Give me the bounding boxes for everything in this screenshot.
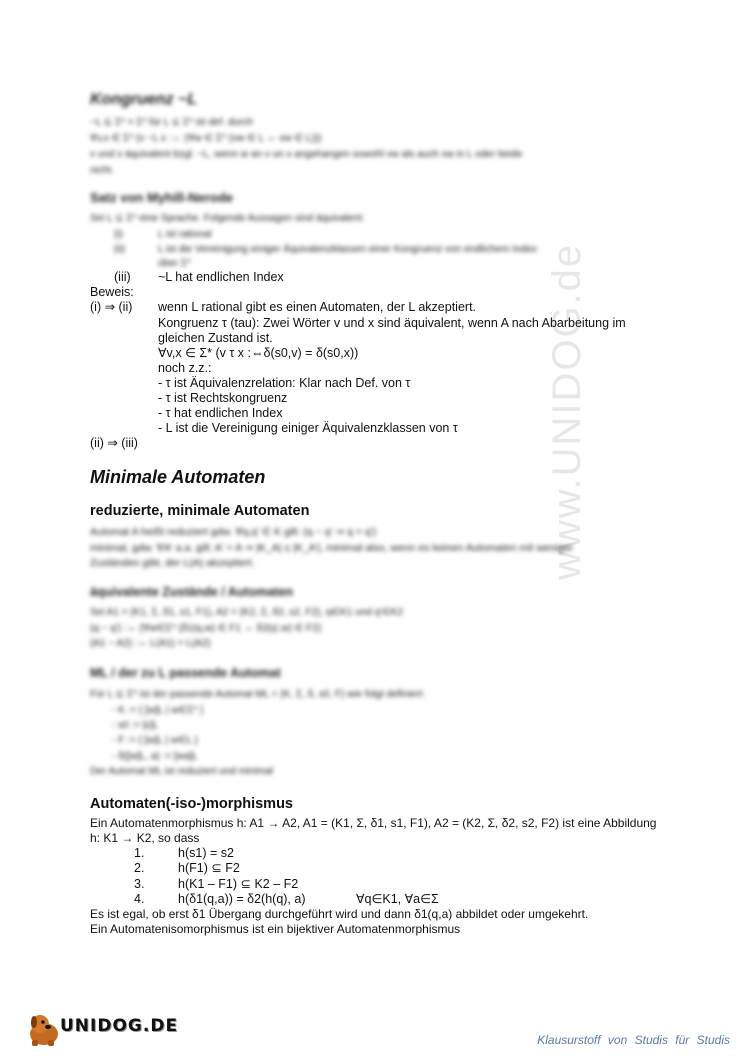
blur-line: ∀v,x ∈ Σ* (v ~L x :⇔ (∀w ∈ Σ* (vw ∈ L ⇔ xw ∈ L))): [90, 133, 322, 144]
watermark: www.UNIDOG.de: [545, 242, 589, 580]
blur-line: (q ~ q') :⇔ (∀w∈Σ* (δ1(q,w) ∈ F1 ⇔ δ2(q',w) ∈ F2): [90, 623, 322, 634]
morph-item-num: 4.: [134, 892, 145, 906]
blur-line: Sei L ⊆ Σ* eine Sprache. Folgende Aussagen sind äquivalent:: [90, 213, 365, 224]
morph-intro: h: K1 → K2, so dass: [90, 831, 200, 845]
morph-item-text: h(F1) ⊆ F2: [178, 861, 240, 875]
logo-text[interactable]: UNIDOG.DE: [60, 1016, 179, 1036]
proof-line: noch z.z.:: [158, 361, 212, 375]
item-text-iii: ~L hat endlichen Index: [158, 270, 284, 284]
heading-satz: Satz von Myhill-Nerode: [90, 190, 234, 205]
morph-item-text: h(s1) = s2: [178, 846, 234, 860]
morph-item-text: h(K1 – F1) ⊆ K2 – F2: [178, 877, 299, 891]
proof-line: - τ ist Äquivalenzrelation: Klar nach Def. von τ: [158, 376, 411, 390]
blur-item-text: L ist die Vereinigung einiger Äquivalenzklassen einer Kongruenz von endlichem Index: [158, 244, 537, 255]
blur-line: Der Automat ML ist reduziert und minimal: [90, 766, 274, 777]
blur-item-text: über Σ*: [158, 258, 191, 269]
blur-line: v und x äquivalent bzgl. ~L, wenn w an v un x angehangen sowohl vw als auch xw in L oder beide: [90, 149, 523, 160]
morph-outro: Ein Automatenisomorphismus ist ein bijektiver Automatenmorphismus: [90, 922, 461, 936]
proof-line: - τ ist Rechtskongruenz: [158, 391, 288, 405]
blur-line: Sei A1 = (K1, Σ, δ1, s1, F1), A2 = (K2, Σ, δ2, s2, F2), q∈K1 und q'∈K2: [90, 607, 403, 618]
sub-title: reduzierte, minimale Automaten: [90, 503, 310, 519]
blur-line: Automat A heißt reduziert gdw. ∀q,q' ∈ K gilt: (q ~ q' ⇒ q = q'): [90, 526, 377, 538]
proof-line: wenn L rational gibt es einen Automaten, der L akzeptiert.: [158, 300, 477, 314]
morph-intro: Ein Automatenmorphismus h: A1 → A2, A1 = (K1, Σ, δ1, s1, F1), A2 = (K2, Σ, δ2, s2, F2) ist eine Abbildung: [90, 816, 657, 830]
proof-line: Kongruenz τ (tau): Zwei Wörter v und x sind äquivalent, wenn A nach Abarbeitung im: [158, 316, 626, 330]
beweis-label: Beweis:: [90, 285, 134, 299]
blur-line: - s0 := [ε]L: [112, 720, 159, 731]
step-label: (ii) ⇒ (iii): [90, 436, 138, 450]
blur-line: Für L ⊆ Σ* ist der passende Automat ML = (K, Σ, δ, s0, F) wie folgt definiert:: [90, 689, 425, 700]
blur-line: ~L ⊆ Σ* × Σ* für L ⊆ Σ* ist def. durch: [90, 117, 253, 128]
heading-kongruenz: Kongruenz ~L: [90, 91, 198, 108]
heading-ml: ML / der zu L passende Automat: [90, 666, 281, 680]
blur-item-num: (i): [114, 229, 123, 240]
footer-tagline: Klausurstoff von Studis für Studis: [537, 1033, 730, 1047]
morph-item-num: 3.: [134, 877, 145, 891]
item-num-iii: (iii): [114, 270, 131, 284]
blur-line: minimal, gdw. ∀A' a.a. gilt: A' = A ⇒ |K_A| ≤ |K_A'|, minimal also, wenn es keinen Automaten mit weniger: [90, 542, 574, 554]
proof-line: gleichen Zustand ist.: [158, 331, 273, 345]
proof-line: - τ hat endlichen Index: [158, 406, 283, 420]
blur-line: - δ([w]L, a) := [wa]L: [112, 751, 198, 762]
blur-line: - K := { [w]L | w∈Σ* }: [112, 705, 204, 716]
blur-line: Zuständen gibt, der L(A) akzeptiert.: [90, 557, 255, 569]
step-label: (i) ⇒ (ii): [90, 300, 133, 314]
blur-line: (A1 ~ A2) :⇔ L(A1) = L(A2): [90, 638, 211, 649]
blur-item-text: L ist rational: [158, 229, 212, 240]
morph-item-text: h(δ1(q,a)) = δ2(h(q), a): [178, 892, 306, 906]
proof-line: ∀v,x ∈ Σ* (v τ x :⇔δ(s0,v) = δ(s0,x)): [158, 346, 359, 360]
morph-item-num: 2.: [134, 861, 145, 875]
proof-line: - L ist die Vereinigung einiger Äquivalenzklassen von τ: [158, 421, 458, 435]
morph-outro: Es ist egal, ob erst δ1 Übergang durchgeführt wird und dann δ1(q,a) abbildet oder umgekehrt.: [90, 907, 589, 921]
blur-line: nicht.: [90, 165, 114, 176]
heading-aequivalent: äquivalente Zustände / Automaten: [90, 585, 294, 599]
blur-item-num: (ii): [114, 244, 126, 255]
morph-title: Automaten(-iso-)morphismus: [90, 796, 293, 812]
blur-line: - F := { [w]L | w∈L }: [112, 735, 198, 746]
morph-item-cond: ∀q∈K1, ∀a∈Σ: [356, 892, 439, 906]
section-title: Minimale Automaten: [90, 467, 266, 487]
morph-item-num: 1.: [134, 846, 145, 860]
